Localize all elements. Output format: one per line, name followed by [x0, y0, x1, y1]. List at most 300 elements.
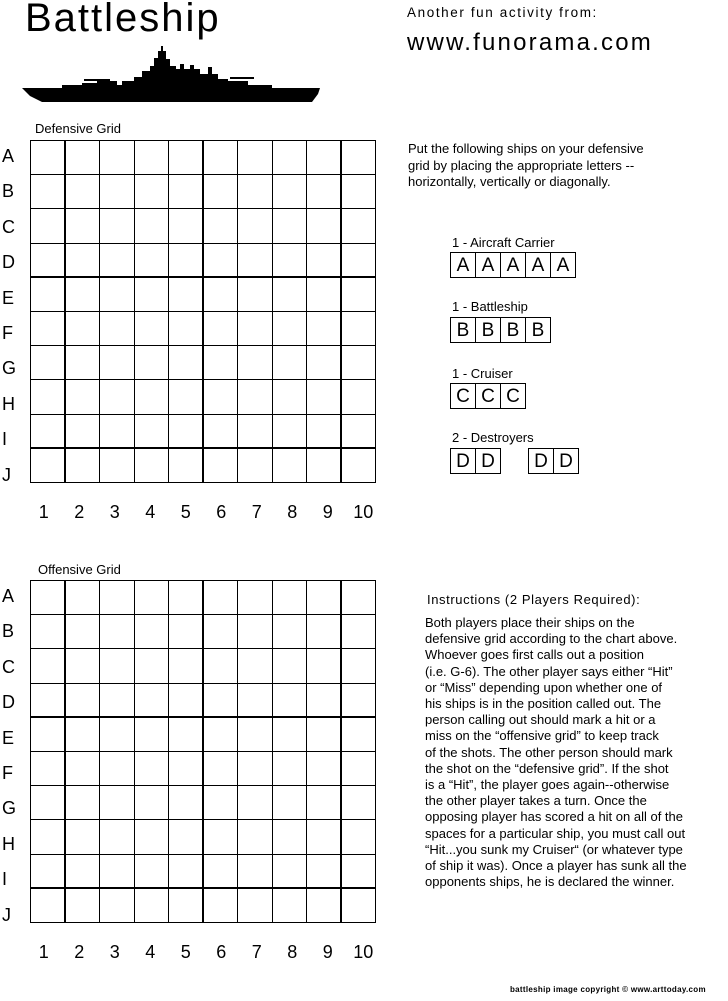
- grid-cell: [341, 683, 376, 717]
- grid-cell: [203, 243, 238, 277]
- grid-cell: [100, 346, 135, 380]
- page-title: Battleship: [25, 0, 221, 40]
- offensive-grid-label: Offensive Grid: [38, 562, 121, 577]
- grid-cell: [169, 751, 204, 785]
- grid-row: [31, 888, 376, 922]
- grid-cell: [31, 175, 66, 209]
- grid-cell: [31, 141, 66, 175]
- grid-cell: [134, 683, 169, 717]
- grid-cell: [307, 346, 342, 380]
- grid-cell: [272, 717, 307, 751]
- instructions-text: [425, 615, 687, 890]
- grid-cell: [65, 380, 100, 414]
- row-label: I: [2, 869, 8, 890]
- grid-row: [31, 175, 376, 209]
- instructions-line: the other player takes a turn. Once the: [425, 793, 647, 809]
- row-label: C: [2, 216, 15, 237]
- grid-cell: [169, 277, 204, 311]
- instructions-line: Both players place their ships on the: [425, 615, 635, 630]
- grid-cell: [203, 854, 238, 888]
- grid-cell: [100, 175, 135, 209]
- grid-cell: [272, 277, 307, 311]
- row-label: E: [2, 727, 15, 748]
- grid-cell: [134, 786, 169, 820]
- grid-cell: [307, 888, 342, 922]
- grid-cell: [272, 649, 307, 683]
- row-label: J: [2, 904, 11, 925]
- grid-cell: [307, 820, 342, 854]
- ship-letter-box: A: [550, 252, 576, 278]
- grid-cell: [65, 786, 100, 820]
- grid-cell: [100, 141, 135, 175]
- instructions-line: spaces for a particular ship, you must call out: [425, 825, 686, 841]
- col-label: 4: [145, 502, 156, 522]
- offensive-grid: [30, 580, 376, 923]
- row-label: A: [2, 586, 15, 606]
- grid-cell: [100, 277, 135, 311]
- grid-cell: [134, 380, 169, 414]
- instructions-line: Whoever goes first calls out a position: [425, 647, 644, 663]
- ship-letter-box: B: [475, 317, 501, 343]
- grid-row: [31, 717, 376, 751]
- grid-cell: [169, 175, 204, 209]
- grid-cell: [134, 717, 169, 751]
- grid-cell: [238, 175, 273, 209]
- grid-cell: [341, 414, 376, 448]
- grid-cell: [272, 175, 307, 209]
- grid-cell: [307, 786, 342, 820]
- grid-cell: [203, 615, 238, 649]
- grid-cell: [169, 649, 204, 683]
- ship-boxes-destroyer-2: [528, 448, 578, 474]
- grid-cell: [272, 209, 307, 243]
- ship-letter-box: C: [475, 383, 501, 409]
- grid-row: [31, 380, 376, 414]
- grid-cell: [134, 311, 169, 345]
- ship-letter-box: C: [500, 383, 526, 409]
- grid-cell: [65, 414, 100, 448]
- grid-cell: [134, 243, 169, 277]
- instructions-line: of ship it was). Once a player has sunk all the: [425, 858, 687, 874]
- grid-cell: [65, 649, 100, 683]
- grid-row: [31, 209, 376, 243]
- ship-label-cruiser: 1 - Cruiser: [452, 366, 513, 381]
- grid-cell: [100, 448, 135, 482]
- grid-cell: [272, 448, 307, 482]
- defensive-grid: [30, 140, 376, 483]
- grid-cell: [238, 346, 273, 380]
- grid-cell: [100, 414, 135, 448]
- grid-cell: [31, 209, 66, 243]
- grid-cell: [203, 683, 238, 717]
- grid-cell: [100, 311, 135, 345]
- grid-cell: [272, 141, 307, 175]
- grid-cell: [341, 751, 376, 785]
- instructions-line: or “Miss” depending upon whether one of: [425, 679, 663, 695]
- grid-cell: [65, 751, 100, 785]
- col-label: 6: [216, 502, 227, 522]
- grid-cell: [65, 615, 100, 649]
- grid-cell: [31, 717, 66, 751]
- grid-cell: [341, 448, 376, 482]
- ship-letter-box: D: [475, 448, 501, 474]
- grid-cell: [307, 311, 342, 345]
- grid-cell: [272, 414, 307, 448]
- grid-cell: [341, 346, 376, 380]
- row-label: H: [2, 833, 15, 854]
- ship-boxes-destroyer-1: [450, 448, 500, 474]
- grid-row: [31, 311, 376, 345]
- grid-cell: [169, 380, 204, 414]
- col-label: 5: [180, 942, 191, 962]
- grid-cell: [134, 448, 169, 482]
- grid-cell: [169, 888, 204, 922]
- row-label: B: [2, 621, 15, 642]
- grid-cell: [238, 649, 273, 683]
- grid-cell: [100, 717, 135, 751]
- grid-cell: [134, 751, 169, 785]
- instructions-line: is a “Hit”, the player goes again--otherwise: [425, 777, 670, 793]
- grid-cell: [100, 820, 135, 854]
- grid-cell: [272, 243, 307, 277]
- grid-cell: [341, 615, 376, 649]
- grid-cell: [31, 751, 66, 785]
- grid-cell: [65, 854, 100, 888]
- grid-cell: [65, 581, 100, 615]
- grid-cell: [65, 277, 100, 311]
- grid-cell: [203, 380, 238, 414]
- grid-cell: [134, 141, 169, 175]
- grid-cell: [307, 581, 342, 615]
- row-label: I: [2, 429, 8, 450]
- grid-cell: [203, 209, 238, 243]
- grid-cell: [31, 820, 66, 854]
- grid-cell: [203, 175, 238, 209]
- grid-cell: [341, 581, 376, 615]
- col-label: 8: [287, 502, 298, 522]
- ship-letter-box: D: [553, 448, 579, 474]
- col-label: 3: [109, 942, 120, 962]
- grid-cell: [238, 209, 273, 243]
- ship-letter-box: B: [500, 317, 526, 343]
- instructions-line: opponents ships, he is declared the winner.: [425, 874, 675, 890]
- col-label: 9: [322, 502, 333, 522]
- grid-cell: [272, 820, 307, 854]
- grid-cell: [134, 854, 169, 888]
- grid-cell: [341, 786, 376, 820]
- grid-cell: [272, 311, 307, 345]
- col-label: 1: [38, 942, 49, 962]
- grid-cell: [341, 277, 376, 311]
- grid-row: [31, 615, 376, 649]
- grid-cell: [65, 448, 100, 482]
- grid-cell: [238, 311, 273, 345]
- ship-letter-box: A: [500, 252, 526, 278]
- ship-letter-box: D: [528, 448, 554, 474]
- grid-cell: [307, 448, 342, 482]
- grid-cell: [100, 243, 135, 277]
- col-label: 9: [322, 942, 333, 962]
- grid-cell: [238, 717, 273, 751]
- grid-cell: [341, 820, 376, 854]
- grid-cell: [307, 854, 342, 888]
- grid-cell: [100, 683, 135, 717]
- grid-cell: [203, 649, 238, 683]
- grid-cell: [341, 649, 376, 683]
- grid-row: [31, 243, 376, 277]
- grid-cell: [203, 277, 238, 311]
- ship-letter-box: A: [525, 252, 551, 278]
- grid-cell: [307, 175, 342, 209]
- grid-cell: [307, 243, 342, 277]
- grid-cell: [203, 888, 238, 922]
- instructions-line: (i.e. G-6). The other player says either “Hit”: [425, 663, 673, 679]
- grid-cell: [238, 615, 273, 649]
- grid-cell: [272, 786, 307, 820]
- grid-cell: [31, 581, 66, 615]
- grid-cell: [65, 346, 100, 380]
- grid-cell: [134, 820, 169, 854]
- grid-cell: [100, 209, 135, 243]
- grid-cell: [307, 649, 342, 683]
- col-label: 3: [109, 502, 120, 522]
- grid-cell: [31, 243, 66, 277]
- grid-cell: [169, 243, 204, 277]
- grid-cell: [100, 751, 135, 785]
- grid-cell: [65, 243, 100, 277]
- instructions-line: person calling out should mark a hit or a: [425, 712, 656, 728]
- grid-cell: [134, 277, 169, 311]
- grid-cell: [272, 683, 307, 717]
- ship-letter-box: D: [450, 448, 476, 474]
- grid-cell: [31, 277, 66, 311]
- grid-cell: [31, 854, 66, 888]
- grid-cell: [169, 786, 204, 820]
- instructions-line: of the shots. The other person should mark: [425, 744, 673, 760]
- grid-cell: [203, 786, 238, 820]
- grid-cell: [203, 581, 238, 615]
- row-label: B: [2, 181, 15, 202]
- grid-cell: [65, 209, 100, 243]
- grid-cell: [134, 209, 169, 243]
- grid-cell: [238, 820, 273, 854]
- grid-cell: [169, 448, 204, 482]
- grid-cell: [169, 141, 204, 175]
- grid-row: [31, 414, 376, 448]
- grid-cell: [100, 649, 135, 683]
- row-label: F: [2, 323, 13, 343]
- col-label: 8: [287, 942, 298, 962]
- grid-cell: [31, 786, 66, 820]
- grid-cell: [272, 380, 307, 414]
- row-label: C: [2, 656, 15, 677]
- instructions-title: Instructions (2 Players Required):: [427, 592, 641, 607]
- ship-boxes-carrier: [450, 252, 575, 278]
- grid-row: [31, 683, 376, 717]
- grid-cell: [169, 414, 204, 448]
- grid-row: [31, 751, 376, 785]
- grid-cell: [169, 581, 204, 615]
- grid-cell: [341, 141, 376, 175]
- grid-cell: [169, 683, 204, 717]
- row-label: D: [2, 692, 15, 713]
- tagline: Another fun activity from:: [407, 5, 598, 20]
- grid-cell: [203, 448, 238, 482]
- grid-cell: [169, 717, 204, 751]
- grid-cell: [272, 854, 307, 888]
- grid-cell: [203, 414, 238, 448]
- grid-cell: [272, 751, 307, 785]
- row-label: G: [2, 358, 17, 379]
- grid-cell: [341, 243, 376, 277]
- col-label: 10: [353, 942, 374, 962]
- grid-row: [31, 649, 376, 683]
- grid-cell: [272, 888, 307, 922]
- grid-cell: [100, 380, 135, 414]
- site-url: www.funorama.com: [407, 29, 653, 56]
- instructions-line: opposing player has scored a hit on all of the: [425, 809, 684, 825]
- grid-cell: [272, 346, 307, 380]
- grid-cell: [65, 820, 100, 854]
- grid-cell: [203, 717, 238, 751]
- instructions-line: the shot on the “defensive grid”. If the shot: [425, 760, 669, 776]
- grid-row: [31, 820, 376, 854]
- ship-boxes-cruiser: [450, 383, 525, 409]
- grid-cell: [238, 243, 273, 277]
- grid-row: [31, 854, 376, 888]
- placement-line: grid by placing the appropriate letters --: [408, 157, 635, 173]
- grid-cell: [307, 209, 342, 243]
- grid-cell: [65, 717, 100, 751]
- ship-letter-box: A: [475, 252, 501, 278]
- ship-letter-box: A: [450, 252, 476, 278]
- grid-cell: [307, 380, 342, 414]
- grid-cell: [272, 581, 307, 615]
- grid-cell: [134, 175, 169, 209]
- placement-line: Put the following ships on your defensive: [408, 141, 644, 156]
- grid-row: [31, 448, 376, 482]
- grid-cell: [238, 277, 273, 311]
- grid-cell: [238, 683, 273, 717]
- grid-cell: [203, 311, 238, 345]
- grid-row: [31, 786, 376, 820]
- placement-text: [408, 141, 644, 191]
- grid-cell: [272, 615, 307, 649]
- grid-cell: [203, 820, 238, 854]
- instructions-line: his ships is in the position called out. The: [425, 696, 662, 712]
- grid-cell: [238, 581, 273, 615]
- grid-cell: [31, 888, 66, 922]
- grid-cell: [65, 311, 100, 345]
- copyright-note: battleship image copyright © www.arttoday.com: [510, 985, 706, 994]
- col-label: 4: [145, 942, 156, 962]
- grid-cell: [238, 751, 273, 785]
- grid-cell: [238, 414, 273, 448]
- grid-cell: [341, 311, 376, 345]
- grid-cell: [134, 615, 169, 649]
- grid-cell: [31, 649, 66, 683]
- grid-cell: [238, 786, 273, 820]
- grid-cell: [31, 380, 66, 414]
- grid-cell: [100, 786, 135, 820]
- ship-label-carrier: 1 - Aircraft Carrier: [452, 235, 555, 250]
- row-label: H: [2, 393, 15, 414]
- grid-cell: [307, 615, 342, 649]
- grid-cell: [238, 380, 273, 414]
- ship-label-destroyers: 2 - Destroyers: [452, 430, 534, 445]
- grid-row: [31, 277, 376, 311]
- grid-cell: [31, 414, 66, 448]
- grid-cell: [169, 209, 204, 243]
- col-label: 10: [353, 502, 374, 522]
- ship-label-battleship: 1 - Battleship: [452, 299, 528, 314]
- grid-cell: [100, 888, 135, 922]
- grid-cell: [134, 888, 169, 922]
- battleship-silhouette-icon: [22, 44, 322, 104]
- col-label: 5: [180, 502, 191, 522]
- grid-cell: [341, 175, 376, 209]
- defensive-grid-label: Defensive Grid: [35, 121, 121, 136]
- grid-cell: [238, 854, 273, 888]
- row-label: A: [2, 146, 15, 166]
- ship-boxes-battleship: [450, 317, 550, 343]
- instructions-line: defensive grid according to the chart above.: [425, 631, 678, 647]
- grid-cell: [341, 209, 376, 243]
- row-label: E: [2, 287, 15, 308]
- placement-line: horizontally, vertically or diagonally.: [408, 174, 611, 189]
- instructions-line: “Hit...you sunk my Cruiser“ (or whatever type: [425, 841, 683, 857]
- grid-cell: [31, 615, 66, 649]
- grid-cell: [169, 615, 204, 649]
- grid-cell: [65, 888, 100, 922]
- grid-cell: [169, 346, 204, 380]
- row-label: J: [2, 464, 11, 485]
- grid-cell: [341, 380, 376, 414]
- grid-cell: [238, 448, 273, 482]
- grid-cell: [100, 581, 135, 615]
- grid-cell: [31, 311, 66, 345]
- grid-cell: [307, 277, 342, 311]
- instructions-line: miss on the “offensive grid” to keep track: [425, 728, 659, 744]
- grid-cell: [31, 448, 66, 482]
- col-label: 7: [251, 942, 262, 962]
- grid-cell: [65, 141, 100, 175]
- grid-row: [31, 141, 376, 175]
- grid-cell: [169, 854, 204, 888]
- col-label: 1: [38, 502, 49, 522]
- row-label: F: [2, 763, 13, 783]
- col-label: 7: [251, 502, 262, 522]
- grid-cell: [134, 581, 169, 615]
- grid-cell: [307, 717, 342, 751]
- col-label: 6: [216, 942, 227, 962]
- grid-cell: [203, 141, 238, 175]
- grid-row: [31, 581, 376, 615]
- col-label: 2: [74, 502, 85, 522]
- grid-cell: [238, 888, 273, 922]
- row-label: D: [2, 252, 15, 273]
- grid-row: [31, 346, 376, 380]
- grid-cell: [31, 346, 66, 380]
- grid-cell: [169, 820, 204, 854]
- grid-cell: [100, 615, 135, 649]
- grid-cell: [134, 414, 169, 448]
- row-label: G: [2, 798, 17, 819]
- grid-cell: [31, 683, 66, 717]
- grid-cell: [341, 717, 376, 751]
- ship-letter-box: B: [450, 317, 476, 343]
- ship-letter-box: C: [450, 383, 476, 409]
